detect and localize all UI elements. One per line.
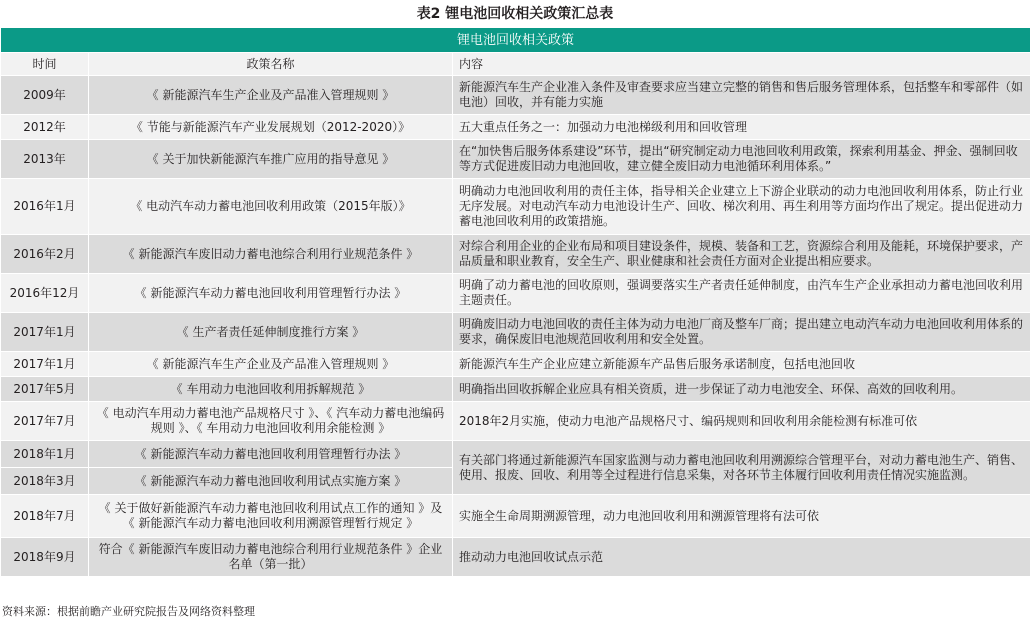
- table-row: [1, 235, 1030, 274]
- table-row: [1, 115, 1030, 140]
- row-content: 明确动力电池回收利用的责任主体，指导相关企业建立上下游企业联动的动力电池回收利用体系，防止行业无序发展。对电动汽车动力电池设计生产、回收、梯次利用、再生利用等方面均作出了规定。提出促进动力蓄电池回收利用的政策措施。: [453, 179, 1030, 235]
- column-header-row: [1, 53, 1030, 76]
- row-year: 2017年5月: [1, 377, 89, 402]
- row-policy-name: 《 车用动力电池回收利用拆解规范 》: [89, 377, 453, 402]
- column-header-year: 时间: [1, 53, 89, 76]
- row-year: 2016年1月: [1, 179, 89, 235]
- row-content: 对综合利用企业的企业布局和项目建设条件，规模、装备和工艺，资源综合利用及能耗，环境保护要求，产品质量和职业教育，安全生产、职业健康和社会责任方面对企业提出相应要求。: [453, 235, 1030, 274]
- row-year: 2017年1月: [1, 313, 89, 352]
- row-year: 2016年2月: [1, 235, 89, 274]
- row-year: 2018年9月: [1, 538, 89, 577]
- table-row: [1, 402, 1030, 441]
- row-policy-name: 《 新能源汽车废旧动力蓄电池综合利用行业规范条件 》: [89, 235, 453, 274]
- column-header-name: 政策名称: [89, 53, 453, 76]
- row-policy-name: 《 新能源汽车生产企业及产品准入管理规则 》: [89, 76, 453, 115]
- row-content: 有关部门将通过新能源汽车国家监测与动力蓄电池回收利用溯源综合管理平台，对动力蓄电池生产、销售、使用、报废、回收、利用等全过程进行信息采集，对各环节主体履行回收利用责任情况实施监测。: [453, 441, 1030, 495]
- policy-table: [0, 27, 1030, 577]
- row-content: 五大重点任务之一：加强动力电池梯级利用和回收管理: [453, 115, 1030, 140]
- row-year: 2017年7月: [1, 402, 89, 441]
- table-row: [1, 313, 1030, 352]
- table-row: [1, 495, 1030, 538]
- table-row: [1, 179, 1030, 235]
- row-year: 2018年3月: [1, 468, 89, 495]
- table-title: 表2 锂电池回收相关政策汇总表: [416, 6, 614, 22]
- row-policy-name: 《 电动汽车动力蓄电池回收利用政策（2015年版）》: [89, 179, 453, 235]
- row-policy-name: 《 关于做好新能源汽车动力蓄电池回收利用试点工作的通知 》及《 新能源汽车动力蓄电池回收利用溯源管理暂行规定 》: [89, 495, 453, 538]
- row-policy-name: 《 节能与新能源汽车产业发展规划（2012-2020）》: [89, 115, 453, 140]
- row-policy-name: 《 新能源汽车生产企业及产品准入管理规则 》: [89, 352, 453, 377]
- row-year: 2018年1月: [1, 441, 89, 468]
- row-policy-name: 《 电动汽车用动力蓄电池产品规格尺寸 》、《 汽车动力蓄电池编码规则 》、《 车用动力电池回收利用余能检测 》: [89, 402, 453, 441]
- band-label: 锂电池回收相关政策: [1, 28, 1030, 53]
- row-policy-name: 《 生产者责任延伸制度推行方案 》: [89, 313, 453, 352]
- table-row: [1, 441, 1030, 468]
- table-row: [1, 538, 1030, 577]
- row-content: 实施全生命周期溯源管理，动力电池回收利用和溯源管理将有法可依: [453, 495, 1030, 538]
- row-year: 2018年7月: [1, 495, 89, 538]
- row-content: 明确指出回收拆解企业应具有相关资质，进一步保证了动力电池安全、环保、高效的回收利用。: [453, 377, 1030, 402]
- table-row: [1, 140, 1030, 179]
- row-content: 推动动力电池回收试点示范: [453, 538, 1030, 577]
- row-year: 2012年: [1, 115, 89, 140]
- row-content: 明确废旧动力电池回收的责任主体为动力电池厂商及整车厂商；提出建立电动汽车动力电池回收利用体系的要求，确保废旧电池规范回收利用和安全处置。: [453, 313, 1030, 352]
- row-year: 2009年: [1, 76, 89, 115]
- table-band-header: [1, 28, 1030, 53]
- source-note: 资料来源：根据前瞻产业研究院报告及网络资料整理: [2, 605, 255, 618]
- table-row: [1, 76, 1030, 115]
- row-policy-name: 符合《 新能源汽车废旧动力蓄电池综合利用行业规范条件 》企业名单（第一批）: [89, 538, 453, 577]
- row-content: 新能源汽车生产企业准入条件及审查要求应当建立完整的销售和售后服务管理体系，包括整车和零部件（如电池）回收，并有能力实施: [453, 76, 1030, 115]
- table-row: [1, 274, 1030, 313]
- row-content: 2018年2月实施，使动力电池产品规格尺寸、编码规则和回收利用余能检测有标准可依: [453, 402, 1030, 441]
- row-policy-name: 《 关于加快新能源汽车推广应用的指导意见 》: [89, 140, 453, 179]
- table-row: [1, 377, 1030, 402]
- row-content: 新能源汽车生产企业应建立新能源车产品售后服务承诺制度，包括电池回收: [453, 352, 1030, 377]
- row-content: 明确了动力蓄电池的回收原则，强调要落实生产者责任延伸制度，由汽车生产企业承担动力蓄电池回收利用主题责任。: [453, 274, 1030, 313]
- row-policy-name: 《 新能源汽车动力蓄电池回收利用试点实施方案 》: [89, 468, 453, 495]
- column-header-content: 内容: [453, 53, 1030, 76]
- row-year: 2016年12月: [1, 274, 89, 313]
- row-policy-name: 《 新能源汽车动力蓄电池回收利用管理暂行办法 》: [89, 274, 453, 313]
- table-row: [1, 352, 1030, 377]
- row-content: 在“加快售后服务体系建设”环节，提出“研究制定动力电池回收利用政策，探索利用基金、押金、强制回收等方式促进废旧动力电池回收，建立健全废旧动力电池循环利用体系。”: [453, 140, 1030, 179]
- row-policy-name: 《 新能源汽车动力蓄电池回收利用管理暂行办法 》: [89, 441, 453, 468]
- row-year: 2013年: [1, 140, 89, 179]
- row-year: 2017年1月: [1, 352, 89, 377]
